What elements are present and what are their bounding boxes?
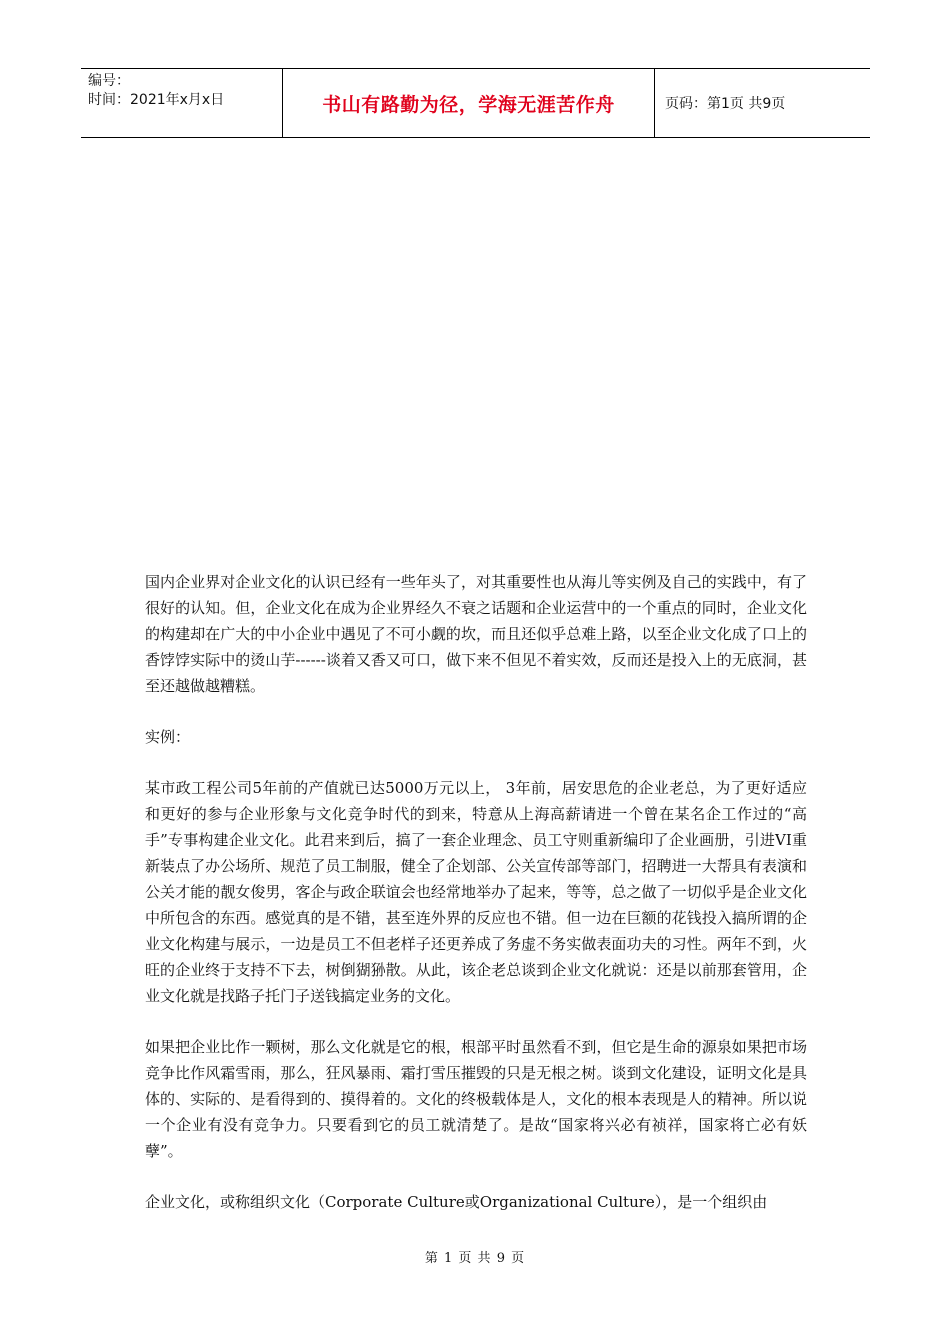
paragraph-tree-metaphor: 如果把企业比作一颗树，那么文化就是它的根，根部平时虽然看不到，但它是生命的源泉如果把市场竞争比作风霜雪雨，那么，狂风暴雨、霜打雪压摧毁的只是无根之树。谈到文化建设，证明文化是具体的、实际的、是看得到的、摸得着的。文化的终极载体是人，文化的根本表现是人的精神。所以说一个企业有没有竞争力。只要看到它的员工就清楚了。是故“国家将兴必有祯祥，国家将亡必有妖孽”。 xyxy=(145,1038,807,1160)
document-time-label: 时间：2021年x月x日 xyxy=(88,92,225,108)
header-motto-cell xyxy=(283,69,655,137)
header-page-info-cell xyxy=(655,69,870,137)
paragraph-definition: 企业文化，或称组织文化（Corporate Culture或Organizational Culture），是一个组织由 xyxy=(145,1193,768,1211)
paragraph-example: 某市政工程公司5年前的产值就已达5000万元以上， 3年前，居安思危的企业老总，为了更好适应和更好的参与企业形象与文化竞争时代的到来，特意从上海高薪请进一个曾在某名企工作过的“高手”专事构建企业文化。此君来到后，搞了一套企业理念、员工守则重新编印了企业画册，引进VI重新装点了办公场所、规范了员工制服，健全了企划部、公关宣传部等部门，招聘进一大帮具有表演和公关才能的靓女俊男，客企与政企联谊会也经常地举办了起来，等等，总之做了一切似乎是企业文化中所包含的东西。感觉真的是不错，甚至连外界的反应也不错。但一边在巨额的花钱投入搞所谓的企业文化构建与展示，一边是员工不但老样子还更养成了务虚不务实做表面功夫的习性。两年不到，火旺的企业终于支持不下去，树倒猢狲散。从此，该企老总谈到企业文化就说：还是以前那套管用，企业文化就是找路子托门子送钱搞定业务的文化。 xyxy=(145,779,807,1005)
header-page-info: 页码：第1页 共9页 xyxy=(665,96,786,112)
paragraph-example-heading: 实例： xyxy=(145,728,191,746)
paragraph-intro: 国内企业界对企业文化的认识已经有一些年头了，对其重要性也从海儿等实例及自己的实践中，有了很好的认知。但，企业文化在成为企业界经久不衰之话题和企业运营中的一个重点的同时，企业文化的构建却在广大的中小企业中遇见了不可小觑的坎，而且还似乎总难上路，以至企业文化成了口上的香饽饽实际中的烫山芋------谈着又香又可口，做下来不但见不着实效，反而还是投入上的无底洞，甚至还越做越糟糕。 xyxy=(145,573,807,695)
document-body xyxy=(145,569,807,1215)
page-header xyxy=(81,68,870,138)
header-motto: 书山有路勤为径，学海无涯苦作舟 xyxy=(322,93,615,116)
page-footer: 第 1 页 共 9 页 xyxy=(424,1251,526,1266)
header-meta xyxy=(81,69,283,137)
document-number-label: 编号： xyxy=(88,73,130,89)
